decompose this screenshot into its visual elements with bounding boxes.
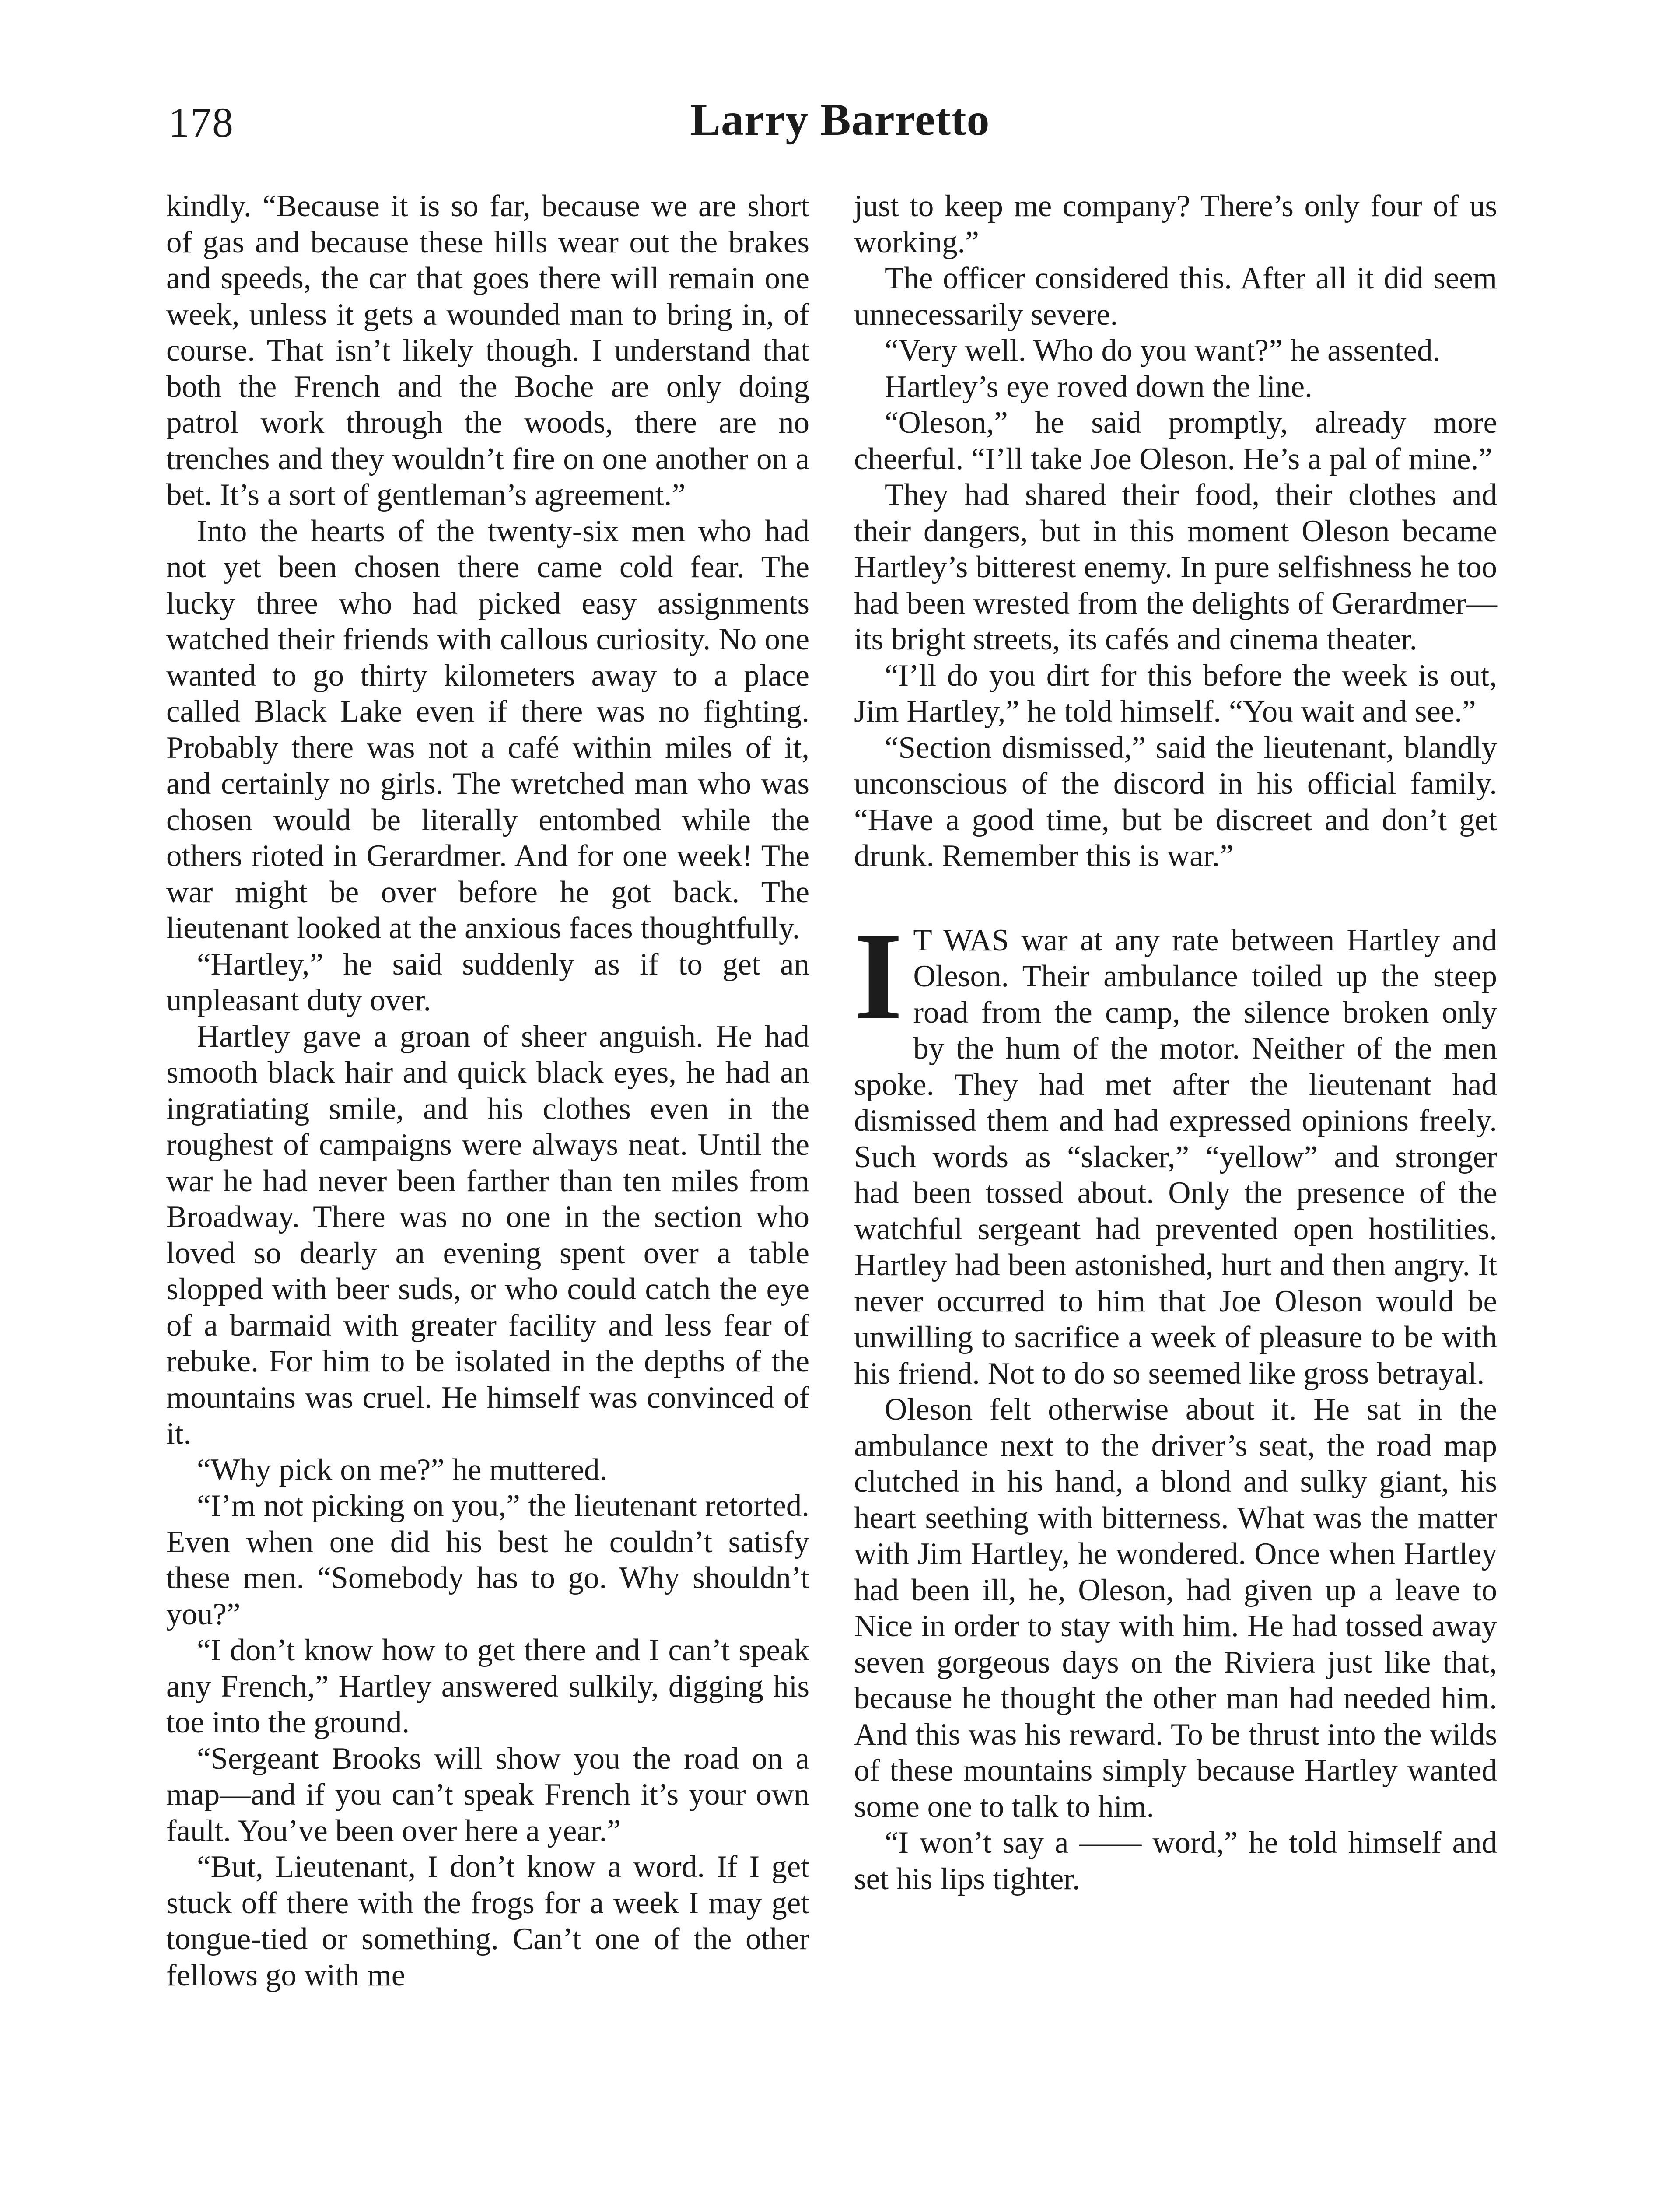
paragraph: “Why pick on me?” he muttered. — [197, 1452, 608, 1487]
paragraph: Hartley’s eye roved down the line. — [885, 369, 1312, 404]
paragraph: The officer considered this. After all it did seem unnecessarily severe. — [854, 261, 1497, 332]
paragraph: Hartley gave a groan of sheer anguish. He had smooth black hair and quick black eyes, he had an ingratiating smile, and his clothes even in the roughest of campaigns were always neat. Until the war he had never been farther than ten miles from Broadway. There was no one in the section who loved so dearly an evening spent over a table slopped with beer suds, or who could catch the eye of a barmaid with greater facility and less fear of rebuke. For him to be isolated in the depths of the mountains was cruel. He himself was convinced of it. — [166, 1019, 809, 1451]
paragraph: Into the hearts of the twenty-six men who had not yet been chosen there came cold fear. The lucky three who had picked easy assignments watched their friends with callous curiosity. No one wanted to go thirty kilometers away to a place called Black Lake even if there was no fighting. Probably there was not a café within miles of it, and certainly no girls. The wretched man who was chosen would be literally entombed while the others rioted in Gerardmer. And for one week! The war might be over before he got back. The lieutenant looked at the anxious faces thoughtfully. — [166, 514, 809, 945]
paragraph: “I’m not picking on you,” the lieutenant retorted. Even when one did his best he couldn’t satisfy these men. “Somebody has to go. Why shouldn’t you?” — [166, 1489, 809, 1631]
paragraph: kindly. “Because it is so far, because we are short of gas and because these hills wear out the brakes and speeds, the car that goes there will remain one week, unless it gets a wounded man to bring in, of course. That isn’t likely though. I understand that both the French and the Boche are only doing patrol work through the woods, there are no trenches and they wouldn’t fire on one another on a bet. It’s a sort of gentleman’s agreement.” — [166, 189, 809, 512]
section-opening-text: T WAS war at any rate between Hartley and Oleson. Their ambulance toiled up the steep road from the camp, the silence broken only by the hum of the motor. Neither of the men spoke. They had met after the lieutenant had dismissed them and had expressed opinions freely. Such words as “slacker,” “yellow” and stronger had been tossed about. Only the presence of the watchful sergeant had prevented open hostilities. Hartley had been astonished, hurt and then angry. It never occurred to him that Joe Oleson would be unwilling to sacrifice a week of pleasure to be with his friend. Not to do so seemed like gross betrayal. — [854, 923, 1497, 1391]
paragraph: “Hartley,” he said suddenly as if to get an unpleasant duty over. — [166, 947, 809, 1017]
paragraph: “I won’t say a —— word,” he told himself and set his lips tighter. — [854, 1826, 1497, 1896]
section-break — [854, 874, 1497, 922]
paragraph: “Very well. Who do you want?” he assented. — [885, 333, 1441, 368]
drop-cap: I — [854, 906, 903, 1045]
paragraph: Oleson felt otherwise about it. He sat in the ambulance next to the driver’s seat, the road map clutched in his hand, a blond and sulky giant, his heart seething with bitterness. What was the matter with Jim Hartley, he wondered. Once when Hartley had been ill, he, Oleson, had given up a leave to Nice in order to stay with him. He had tossed away seven gorgeous days on the Riviera just like that, because he thought the other man had needed him. And this was his reward. To be thrust into the wilds of these mountains simply because Hartley wanted some one to talk to him. — [854, 1392, 1497, 1824]
page-number: 178 — [168, 99, 234, 146]
paragraph: “Section dismissed,” said the lieutenant, blandly unconscious of the discord in his official family. “Have a good time, but be discreet and don’t get drunk. Remember this is war.” — [854, 730, 1497, 873]
paragraph: “Sergeant Brooks will show you the road on a map—and if you can’t speak French it’s your own fault. You’ve been over here a year.” — [166, 1741, 809, 1848]
running-head: Larry Barretto — [690, 95, 990, 145]
left-column — [166, 188, 809, 1993]
paragraph: “I’ll do you dirt for this before the week is out, Jim Hartley,” he told himself. “You wait and see.” — [854, 658, 1497, 729]
paragraph: They had shared their food, their clothes and their dangers, but in this moment Oleson became Hartley’s bitterest enemy. In pure selfishness he too had been wrested from the delights of Gerardmer—its bright streets, its cafés and cinema theater. — [854, 478, 1497, 656]
paragraph: “I don’t know how to get there and I can’t speak any French,” Hartley answered sulkily, digging his toe into the ground. — [166, 1633, 809, 1739]
section-opening-paragraph — [854, 906, 1497, 1392]
right-column — [854, 188, 1497, 1897]
paragraph: just to keep me company? There’s only four of us working.” — [854, 189, 1497, 259]
paragraph: “But, Lieutenant, I don’t know a word. If I get stuck off there with the frogs for a week I may get tongue-tied or something. Can’t one of the other fellows go with me — [166, 1850, 809, 1992]
paragraph: “Oleson,” he said promptly, already more cheerful. “I’ll take Joe Oleson. He’s a pal of mine.” — [854, 406, 1497, 476]
